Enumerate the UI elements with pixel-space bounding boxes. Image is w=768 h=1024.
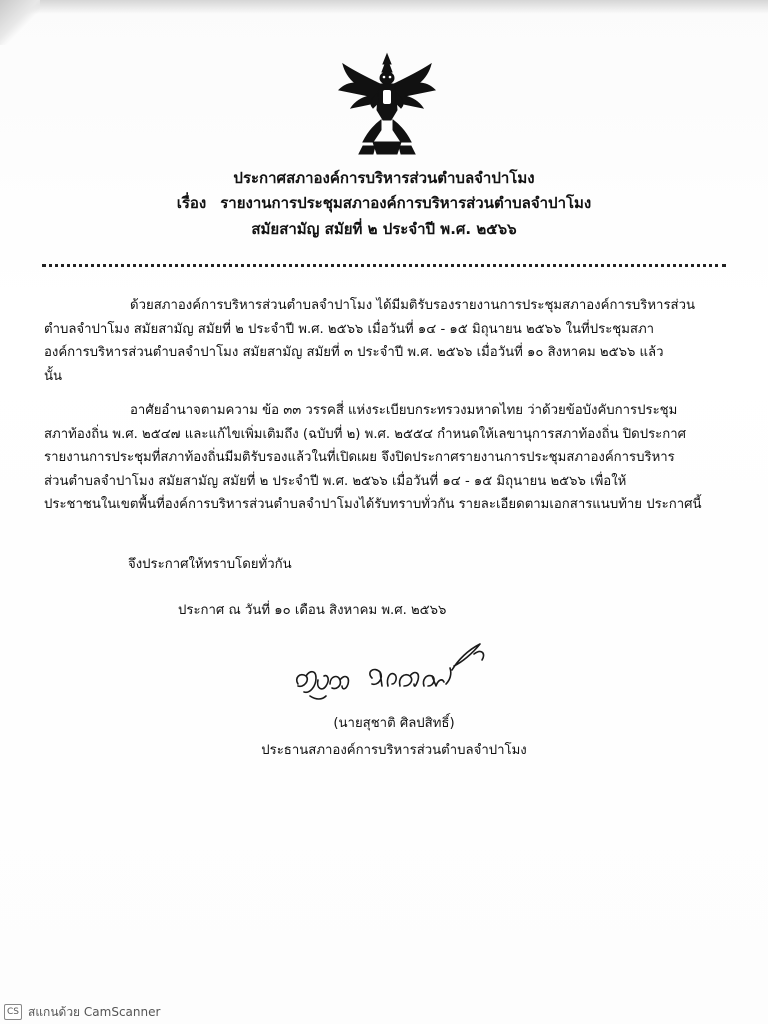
dotted-divider [42,264,726,267]
garuda-emblem-icon [333,50,441,158]
scanner-footer [0,1000,160,1024]
paragraph-line: อาศัยอำนาจตามความ ข้อ ๓๓ วรรคสี่ แห่งระเบียบกระทรวงมหาดไทย ว่าด้วยข้อบังคับการประชุม [130,403,678,418]
subject-label: เรื่อง [176,194,207,212]
paragraph-line: ส่วนตำบลจำปาโมง สมัยสามัญ สมัยที่ ๒ ประจำปี พ.ศ. ๒๕๖๖ เมื่อวันที่ ๑๔ - ๑๕ มิถุนายน ๒๕๖๖ เพื่อให้ [44,473,627,489]
paragraph-line: รายงานการประชุมที่สภาท้องถิ่นมีมติรับรองแล้วในที่เปิดเผย จึงปิดประกาศรายงานการประชุมสภาองค์การบริหาร [44,450,675,465]
announcement-title: ประกาศสภาองค์การบริหารส่วนตำบลจำปาโมง [233,169,535,187]
paragraph-line: ประชาชนในเขตพื้นที่องค์การบริหารส่วนตำบลจำปาโมงได้รับทราบทั่วกัน รายละเอียดตามเอกสารแนบท้าย ประกาศนี้ [44,497,702,512]
paragraph-authority [44,399,724,517]
subject-line [0,191,768,215]
handwritten-signature [286,640,506,712]
scanner-footer-text: สแกนด้วย CamScanner [28,1004,161,1019]
paragraph-resolution [44,294,724,388]
paragraph-line: ตำบลจำปาโมง สมัยสามัญ สมัยที่ ๒ ประจำปี พ.ศ. ๒๕๖๖ เมื่อวันที่ ๑๔ - ๑๕ มิถุนายน ๒๕๖๖ ในที่ประชุมสภา [44,321,655,337]
paragraph-line: ด้วยสภาองค์การบริหารส่วนตำบลจำปาโมง ได้มีมติรับรองรายงานการประชุมสภาองค์การบริหารส่วน [130,298,696,313]
closing-statement: จึงประกาศให้ทราบโดยทั่วกัน [128,557,292,572]
announcement-date: ประกาศ ณ วันที่ ๑๐ เดือน สิงหาคม พ.ศ. ๒๕๖๖ [178,603,447,618]
paragraph-line: องค์การบริหารส่วนตำบลจำปาโมง สมัยสามัญ สมัยที่ ๓ ประจำปี พ.ศ. ๒๕๖๖ เมื่อวันที่ ๑๐ สิงหาคม ๒๕๖๖ แล้ว [44,345,664,360]
signer-position: ประธานสภาองค์การบริหารส่วนตำบลจำปาโมง [261,743,527,758]
paragraph-line: นั้น [44,368,63,384]
signer-name: (นายสุชาติ ศิลปสิทธิ์) [333,716,455,731]
subject-text: รายงานการประชุมสภาองค์การบริหารส่วนตำบลจำปาโมง [220,194,592,212]
session-line: สมัยสามัญ สมัยที่ ๒ ประจำปี พ.ศ. ๒๕๖๖ [251,220,517,238]
scan-top-shadow [0,0,768,14]
camscanner-logo-icon: CS [4,1004,22,1020]
paragraph-line: สภาท้องถิ่น พ.ศ. ๒๕๔๗ และแก้ไขเพิ่มเติมถึง (ฉบับที่ ๒) พ.ศ. ๒๕๕๔ กำหนดให้เลขานุการสภาท้องถิ่น ปิดประกาศ [44,426,687,442]
page-fold-corner [0,0,40,45]
